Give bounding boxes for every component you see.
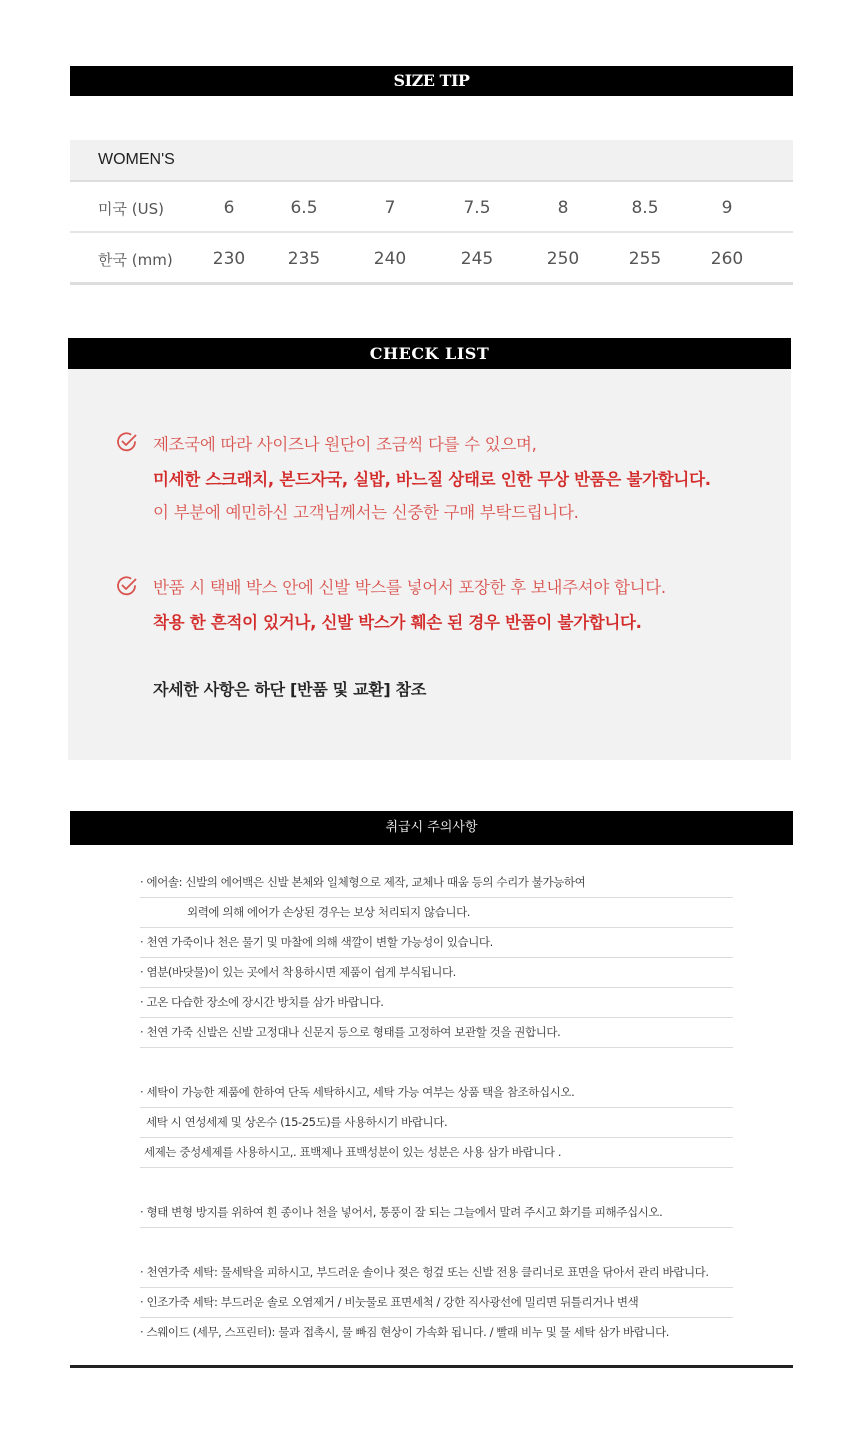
kr-row-label: 한국 (mm) — [98, 251, 173, 269]
size-table — [70, 140, 793, 285]
care-item: 세탁 시 연성세제 및 상온수 (15-25도)를 사용하시기 바랍니다. — [140, 1108, 733, 1138]
care-item: 외력에 의해 에어가 손상된 경우는 보상 처리되지 않습니다. — [140, 898, 733, 928]
check-list-panel — [68, 369, 791, 760]
us-size-cell: 7.5 — [463, 198, 491, 218]
size-table-header — [70, 140, 793, 182]
care-item: · 형태 변형 방지를 위하여 흰 종이나 천을 넣어서, 통풍이 잘 되는 그늘에서 말려 주시고 화기를 피해주십시오. — [140, 1198, 733, 1228]
check-item-2-line-1: 반품 시 택배 박스 안에 신발 박스를 넣어서 포장한 후 보내주셔야 합니다. — [153, 578, 666, 597]
us-size-cell: 9 — [721, 198, 733, 218]
check-circle-icon — [116, 431, 138, 453]
kr-size-row — [70, 233, 793, 285]
kr-size-cell: 230 — [212, 249, 246, 269]
care-item: · 고온 다습한 장소에 장시간 방치를 삼가 바랍니다. — [140, 988, 733, 1018]
care-item: · 에어솔: 신발의 에어백은 신발 본체와 일체형으로 제작, 교체나 때움 등의 수리가 불가능하여 — [140, 868, 733, 898]
us-size-cell: 6.5 — [290, 198, 318, 218]
check-item-1-line-2: 미세한 스크래치, 본드자국, 실밥, 바느질 상태로 인한 무상 반품은 불가합니다. — [153, 470, 711, 489]
check-list-note: 자세한 사항은 하단 [반품 및 교환] 참조 — [153, 680, 426, 699]
care-item: · 염분(바닷물)이 있는 곳에서 착용하시면 제품이 쉽게 부식됩니다. — [140, 958, 733, 988]
care-item: · 천연 가죽이나 천은 물기 및 마찰에 의해 색깔이 변할 가능성이 있습니다. — [140, 928, 733, 958]
us-row-label: 미국 (US) — [98, 200, 164, 218]
check-item-1-line-1: 제조국에 따라 사이즈나 원단이 조금씩 다를 수 있으며, — [153, 435, 537, 454]
kr-size-cell: 245 — [460, 249, 494, 269]
care-item: · 천연 가죽 신발은 신발 고정대나 신문지 등으로 형태를 고정하여 보관할 것을 권합니다. — [140, 1018, 733, 1048]
kr-size-cell: 250 — [546, 249, 580, 269]
check-list-header: CHECK LIST — [68, 338, 791, 369]
care-header: 취급시 주의사항 — [70, 811, 793, 845]
kr-size-cell: 235 — [287, 249, 321, 269]
kr-size-cell: 255 — [628, 249, 662, 269]
womens-label: WOMEN'S — [98, 151, 175, 168]
us-size-cell: 6 — [223, 198, 235, 218]
care-item: 세제는 중성세제를 사용하시고,. 표백제나 표백성분이 있는 성분은 사용 삼가 바랍니다 . — [140, 1138, 733, 1168]
us-size-cell: 8.5 — [631, 198, 659, 218]
care-item: · 세탁이 가능한 제품에 한하여 단독 세탁하시고, 세탁 가능 여부는 상품 택을 참조하십시오. — [140, 1078, 733, 1108]
size-tip-header: SIZE TIP — [70, 66, 793, 96]
check-item-2-line-2: 착용 한 흔적이 있거나, 신발 박스가 훼손 된 경우 반품이 불가합니다. — [153, 613, 642, 632]
care-item: · 스웨이드 (세무, 스프린터): 물과 접촉시, 물 빠짐 현상이 가속화 됩니다. / 빨래 비누 및 물 세탁 삼가 바랍니다. — [140, 1325, 670, 1339]
us-size-row — [70, 182, 793, 233]
us-size-cell: 8 — [557, 198, 569, 218]
care-item: · 인조가죽 세탁: 부드러운 솔로 오염제거 / 비눗물로 표면세척 / 강한 직사광선에 밀리면 뒤틀리거나 변색 — [140, 1288, 733, 1318]
kr-size-cell: 260 — [710, 249, 744, 269]
care-item: · 천연가죽 세탁: 물세탁을 피하시고, 부드러운 솔이나 젖은 헝겊 또는 신발 전용 클리너로 표면을 닦아서 관리 바랍니다. — [140, 1258, 733, 1288]
kr-size-cell: 240 — [373, 249, 407, 269]
check-item-1-line-3: 이 부분에 예민하신 고객님께서는 신중한 구매 부탁드립니다. — [153, 503, 579, 522]
check-circle-icon — [116, 575, 138, 597]
us-size-cell: 7 — [384, 198, 396, 218]
bottom-divider — [70, 1365, 793, 1368]
